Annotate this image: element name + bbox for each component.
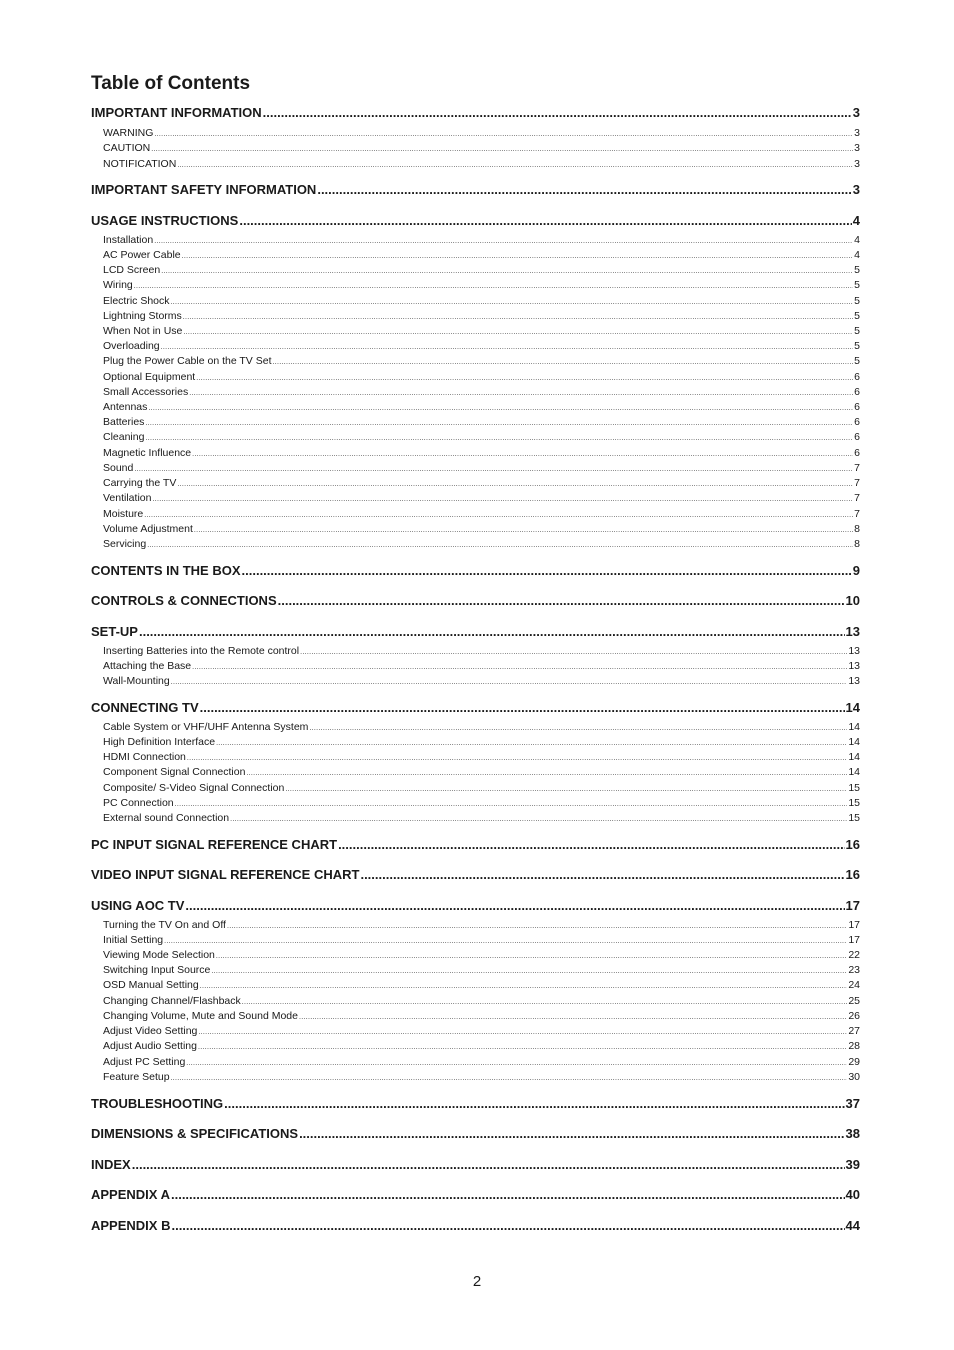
toc-entry-label: USAGE INSTRUCTIONS: [91, 213, 239, 228]
dot-leader: [148, 401, 853, 414]
toc-subsection-entry[interactable]: [103, 675, 860, 688]
dot-leader: [183, 310, 853, 323]
dot-leader: [299, 1126, 844, 1142]
toc-subsection-entry[interactable]: [103, 127, 860, 140]
toc-subsection-entry[interactable]: [103, 1056, 860, 1069]
toc-entry-label: Magnetic Influence: [103, 447, 192, 459]
dot-leader: [171, 1071, 848, 1084]
toc-section-entry[interactable]: [91, 898, 860, 914]
dot-leader: [338, 837, 844, 853]
toc-entry-label: AC Power Cable: [103, 249, 181, 261]
toc-subsection-entry[interactable]: [103, 508, 860, 521]
dot-leader: [164, 934, 847, 947]
toc-entry-label: Initial Setting: [103, 934, 164, 946]
dot-leader: [192, 447, 853, 460]
toc-subsection-entry[interactable]: [103, 386, 860, 399]
toc-entry-page-number: 27: [848, 1025, 860, 1037]
toc-entry-page-number: 14: [848, 751, 860, 763]
dot-leader: [192, 660, 847, 673]
toc-subsection-entry[interactable]: [103, 340, 860, 353]
toc-entry-page-number: 26: [848, 1010, 860, 1022]
toc-entry-page-number: 28: [848, 1040, 860, 1052]
dot-leader: [216, 736, 847, 749]
dot-leader: [285, 782, 847, 795]
toc-entry-label: Inserting Batteries into the Remote control: [103, 645, 300, 657]
toc-subsection-entry[interactable]: [103, 477, 860, 490]
toc-entry-label: OSD Manual Setting: [103, 979, 199, 991]
toc-entry-page-number: 4: [854, 234, 860, 246]
toc-entry-label: Moisture: [103, 508, 144, 520]
dot-leader: [187, 751, 847, 764]
page-title: Table of Contents: [91, 73, 251, 94]
dot-leader: [171, 295, 854, 308]
toc-subsection-entry[interactable]: [103, 736, 860, 749]
toc-subsection-entry[interactable]: [103, 1025, 860, 1038]
toc-entry-label: Changing Channel/Flashback: [103, 995, 241, 1007]
dot-leader: [154, 127, 853, 140]
toc-entry-page-number: 14: [848, 736, 860, 748]
toc-entry-label: Overloading: [103, 340, 160, 352]
toc-entry-page-number: 13: [848, 660, 860, 672]
toc-entry-label: IMPORTANT SAFETY INFORMATION: [91, 182, 317, 197]
dot-leader: [242, 563, 852, 579]
dot-leader: [132, 1157, 845, 1173]
toc-entry-page-number: 17: [845, 898, 860, 913]
toc-entry-label: Batteries: [103, 416, 145, 428]
toc-entry-label: APPENDIX B: [91, 1218, 171, 1233]
toc-subsection-entry[interactable]: [103, 919, 860, 932]
toc-entry-label: WARNING: [103, 127, 154, 139]
toc-entry-label: Adjust Video Setting: [103, 1025, 198, 1037]
dot-leader: [145, 431, 853, 444]
toc-entry-label: Electric Shock: [103, 295, 170, 307]
dot-leader: [171, 1218, 844, 1234]
toc-entry-page-number: 5: [854, 295, 860, 307]
toc-entry-page-number: 25: [848, 995, 860, 1007]
toc-entry-label: Component Signal Connection: [103, 766, 246, 778]
toc-entry-label: PC Connection: [103, 797, 174, 809]
dot-leader: [211, 964, 847, 977]
toc-entry-page-number: 16: [845, 837, 860, 852]
toc-entry-page-number: 39: [845, 1157, 860, 1172]
toc-entry-page-number: 13: [848, 645, 860, 657]
toc-entry-label: Viewing Mode Selection: [103, 949, 215, 961]
toc-section-entry[interactable]: [91, 1187, 860, 1203]
toc-entry-page-number: 9: [852, 563, 860, 578]
toc-entry-label: Carrying the TV: [103, 477, 177, 489]
toc-entry-label: Switching Input Source: [103, 964, 211, 976]
toc-entry-label: TROUBLESHOOTING: [91, 1096, 224, 1111]
toc-entry-label: Turning the TV On and Off: [103, 919, 226, 931]
dot-leader: [278, 593, 845, 609]
toc-subsection-entry[interactable]: [103, 447, 860, 460]
toc-section-entry[interactable]: [91, 1126, 860, 1142]
dot-leader: [194, 523, 853, 536]
dot-leader: [200, 979, 848, 992]
toc-subsection-entry[interactable]: [103, 812, 860, 825]
toc-entry-label: APPENDIX A: [91, 1187, 170, 1202]
toc-entry-label: CONTROLS & CONNECTIONS: [91, 593, 277, 608]
toc-entry-page-number: 5: [854, 279, 860, 291]
toc-entry-label: Composite/ S-Video Signal Connection: [103, 782, 285, 794]
toc-entry-page-number: 44: [845, 1218, 860, 1233]
dot-leader: [189, 386, 853, 399]
toc-entry-label: Changing Volume, Mute and Sound Mode: [103, 1010, 298, 1022]
toc-section-entry[interactable]: [91, 1096, 860, 1112]
dot-leader: [177, 477, 853, 490]
toc-entry-page-number: 4: [854, 249, 860, 261]
toc-section-entry[interactable]: [91, 1157, 860, 1173]
toc-entry-label: Ventilation: [103, 492, 152, 504]
toc-entry-page-number: 3: [854, 142, 860, 154]
toc-subsection-entry[interactable]: [103, 797, 860, 810]
toc-subsection-entry[interactable]: [103, 310, 860, 323]
toc-entry-page-number: 4: [852, 213, 860, 228]
toc-entry-label: INDEX: [91, 1157, 131, 1172]
toc-entry-page-number: 3: [854, 158, 860, 170]
toc-entry-label: CONNECTING TV: [91, 700, 199, 715]
toc-section-entry[interactable]: [91, 624, 860, 640]
toc-entry-label: USING AOC TV: [91, 898, 185, 913]
toc-entry-label: DIMENSIONS & SPECIFICATIONS: [91, 1126, 299, 1141]
toc-entry-page-number: 14: [845, 700, 860, 715]
toc-subsection-entry[interactable]: [103, 1040, 860, 1053]
dot-leader: [151, 142, 853, 155]
toc-section-entry[interactable]: [91, 105, 860, 121]
toc-section-entry[interactable]: [91, 182, 860, 198]
toc-subsection-entry[interactable]: [103, 660, 860, 673]
toc-entry-label: Attaching the Base: [103, 660, 192, 672]
dot-leader: [139, 624, 845, 640]
toc-entry-page-number: 6: [854, 431, 860, 443]
toc-entry-page-number: 7: [854, 508, 860, 520]
toc-entry-label: Adjust Audio Setting: [103, 1040, 197, 1052]
toc-entry-page-number: 15: [848, 782, 860, 794]
toc-subsection-entry[interactable]: [103, 401, 860, 414]
toc-subsection-entry[interactable]: [103, 523, 860, 536]
toc-subsection-entry[interactable]: [103, 416, 860, 429]
toc-subsection-entry[interactable]: [103, 782, 860, 795]
dot-leader: [171, 1187, 845, 1203]
toc-entry-label: High Definition Interface: [103, 736, 216, 748]
toc-entry-label: Wall-Mounting: [103, 675, 170, 687]
toc-section-entry[interactable]: [91, 837, 860, 853]
dot-leader: [242, 995, 848, 1008]
toc-subsection-entry[interactable]: [103, 964, 860, 977]
toc-entry-page-number: 38: [845, 1126, 860, 1141]
dot-leader: [309, 721, 847, 734]
toc-entry-page-number: 7: [854, 492, 860, 504]
toc-entry-label: Servicing: [103, 538, 147, 550]
toc-subsection-entry[interactable]: [103, 1010, 860, 1023]
toc-entry-label: SET-UP: [91, 624, 138, 639]
toc-entry-page-number: 5: [854, 264, 860, 276]
toc-subsection-entry[interactable]: [103, 995, 860, 1008]
dot-leader: [246, 766, 847, 779]
toc-subsection-entry[interactable]: [103, 645, 860, 658]
dot-leader: [263, 105, 852, 121]
dot-leader: [196, 371, 853, 384]
toc-entry-page-number: 14: [848, 766, 860, 778]
dot-leader: [216, 949, 847, 962]
toc-entry-page-number: 40: [845, 1187, 860, 1202]
toc-entry-page-number: 5: [854, 310, 860, 322]
toc-entry-label: CONTENTS IN THE BOX: [91, 563, 241, 578]
toc-entry-page-number: 5: [854, 340, 860, 352]
dot-leader: [147, 538, 853, 551]
toc-entry-label: Plug the Power Cable on the TV Set: [103, 355, 272, 367]
toc-entry-page-number: 13: [845, 624, 860, 639]
dot-leader: [177, 158, 853, 171]
toc-entry-page-number: 3: [852, 182, 860, 197]
toc-entry-label: Optional Equipment: [103, 371, 196, 383]
toc-entry-page-number: 6: [854, 371, 860, 383]
toc-subsection-entry[interactable]: [103, 234, 860, 247]
dot-leader: [317, 182, 851, 198]
toc-entry-page-number: 30: [848, 1071, 860, 1083]
toc-subsection-entry[interactable]: [103, 751, 860, 764]
dot-leader: [134, 279, 853, 292]
toc-entry-page-number: 13: [848, 675, 860, 687]
toc-entry-page-number: 6: [854, 386, 860, 398]
toc-entry-label: When Not in Use: [103, 325, 183, 337]
dot-leader: [154, 234, 853, 247]
toc-subsection-entry[interactable]: [103, 371, 860, 384]
toc-entry-page-number: 14: [848, 721, 860, 733]
toc-subsection-entry[interactable]: [103, 142, 860, 155]
dot-leader: [145, 416, 853, 429]
toc-subsection-entry[interactable]: [103, 766, 860, 779]
page-number: 2: [472, 1273, 482, 1290]
toc-entry-page-number: 7: [854, 477, 860, 489]
toc-entry-page-number: 5: [854, 325, 860, 337]
toc-entry-page-number: 3: [852, 105, 860, 120]
toc-entry-page-number: 29: [848, 1056, 860, 1068]
dot-leader: [161, 264, 853, 277]
toc-entry-label: Wiring: [103, 279, 133, 291]
dot-leader: [182, 249, 854, 262]
toc-entry-page-number: 15: [848, 797, 860, 809]
dot-leader: [198, 1040, 847, 1053]
dot-leader: [239, 213, 851, 229]
toc-subsection-entry[interactable]: [103, 949, 860, 962]
toc-entry-page-number: 22: [848, 949, 860, 961]
toc-entry-label: LCD Screen: [103, 264, 161, 276]
toc-entry-label: External sound Connection: [103, 812, 230, 824]
dot-leader: [227, 919, 847, 932]
toc-section-entry[interactable]: [91, 563, 860, 579]
toc-section-entry[interactable]: [91, 1218, 860, 1234]
toc-entry-page-number: 3: [854, 127, 860, 139]
toc-subsection-entry[interactable]: [103, 158, 860, 171]
toc-subsection-entry[interactable]: [103, 264, 860, 277]
dot-leader: [161, 340, 854, 353]
toc-entry-page-number: 8: [854, 523, 860, 535]
toc-entry-label: CAUTION: [103, 142, 151, 154]
toc-subsection-entry[interactable]: [103, 325, 860, 338]
toc-subsection-entry[interactable]: [103, 1071, 860, 1084]
toc-subsection-entry[interactable]: [103, 462, 860, 475]
toc-entry-page-number: 16: [845, 867, 860, 882]
toc-entry-label: Antennas: [103, 401, 148, 413]
dot-leader: [183, 325, 853, 338]
dot-leader: [300, 645, 847, 658]
dot-leader: [224, 1096, 844, 1112]
toc-entry-label: IMPORTANT INFORMATION: [91, 105, 262, 120]
toc-entry-page-number: 8: [854, 538, 860, 550]
toc-subsection-entry[interactable]: [103, 979, 860, 992]
dot-leader: [230, 812, 847, 825]
dot-leader: [144, 508, 853, 521]
toc-section-entry[interactable]: [91, 700, 860, 716]
toc-entry-page-number: 5: [854, 355, 860, 367]
dot-leader: [198, 1025, 847, 1038]
toc-entry-page-number: 23: [848, 964, 860, 976]
toc-entry-page-number: 17: [848, 919, 860, 931]
toc-subsection-entry[interactable]: [103, 492, 860, 505]
toc-subsection-entry[interactable]: [103, 721, 860, 734]
dot-leader: [171, 675, 848, 688]
toc-entry-page-number: 37: [845, 1096, 860, 1111]
dot-leader: [175, 797, 848, 810]
toc-section-entry[interactable]: [91, 593, 860, 609]
toc-section-entry[interactable]: [91, 867, 860, 883]
toc-subsection-entry[interactable]: [103, 295, 860, 308]
toc-section-entry[interactable]: [91, 213, 860, 229]
toc-entry-page-number: 7: [854, 462, 860, 474]
dot-leader: [152, 492, 853, 505]
toc-entry-label: Volume Adjustment: [103, 523, 193, 535]
toc-entry-page-number: 10: [845, 593, 860, 608]
toc-entry-label: VIDEO INPUT SIGNAL REFERENCE CHART: [91, 867, 360, 882]
toc-entry-page-number: 6: [854, 447, 860, 459]
toc-entry-label: HDMI Connection: [103, 751, 186, 763]
toc-entry-page-number: 6: [854, 401, 860, 413]
dot-leader: [273, 355, 854, 368]
dot-leader: [186, 1056, 847, 1069]
toc-subsection-entry[interactable]: [103, 538, 860, 551]
toc-entry-page-number: 6: [854, 416, 860, 428]
toc-entry-page-number: 15: [848, 812, 860, 824]
toc-entry-label: Adjust PC Setting: [103, 1056, 186, 1068]
toc-entry-label: Feature Setup: [103, 1071, 170, 1083]
toc-subsection-entry[interactable]: [103, 249, 860, 262]
toc-entry-label: Lightning Storms: [103, 310, 182, 322]
dot-leader: [134, 462, 853, 475]
toc-entry-label: Installation: [103, 234, 154, 246]
dot-leader: [185, 898, 844, 914]
dot-leader: [200, 700, 845, 716]
toc-entry-label: NOTIFICATION: [103, 158, 177, 170]
toc-entry-label: Small Accessories: [103, 386, 189, 398]
toc-subsection-entry[interactable]: [103, 934, 860, 947]
toc-subsection-entry[interactable]: [103, 431, 860, 444]
toc-entry-label: Sound: [103, 462, 134, 474]
toc-entry-label: Cleaning: [103, 431, 145, 443]
dot-leader: [360, 867, 844, 883]
toc-entry-page-number: 24: [848, 979, 860, 991]
dot-leader: [299, 1010, 847, 1023]
toc-subsection-entry[interactable]: [103, 355, 860, 368]
toc-entry-page-number: 17: [848, 934, 860, 946]
toc-entry-label: PC INPUT SIGNAL REFERENCE CHART: [91, 837, 338, 852]
toc-entry-label: Cable System or VHF/UHF Antenna System: [103, 721, 309, 733]
toc-subsection-entry[interactable]: [103, 279, 860, 292]
